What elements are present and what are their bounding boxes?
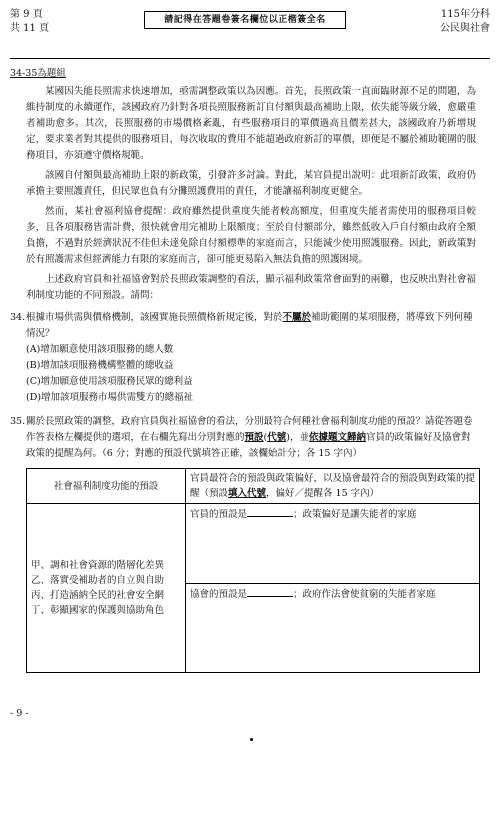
- page-count: [10, 8, 49, 36]
- q35-stem-emphasis-1: 預設: [244, 432, 264, 443]
- official-answer-cell[interactable]: 官員的預設是 ；政策偏好是讓失能者的家庭: [186, 504, 480, 584]
- bullet-dot: [250, 738, 253, 741]
- paragraph-3: 然而，某社會福利協會提醒：政府雖然提供重度失能者較高額度，但重度失能者需使用的服務項目較多，且各項服務皆需計費，很快就會用完補助上限額度；至於自付額部分，雖然低收入戶自付額由政府全額負擔，不過對於經濟狀況不佳但未達免除自付額標準的家庭而言，只能減少使用照護服務。因此，新政策對於有照護需求但經濟能力有限的家庭而言，卻可能更易陷入無法負擔的照護困境。: [26, 206, 476, 265]
- q35-stem-a: 關於長照政策的調整，政府官員與社福協會的看法，分別最符合何種社會福利制度功能的預設？請從答題卷作答表格左欄提供的選項，在右欄先寫出分別對應的: [26, 416, 473, 443]
- question-number: 34.: [10, 312, 26, 323]
- page-header: [10, 8, 490, 42]
- exam-subject: 公民與社會: [440, 23, 490, 34]
- options-cell: [27, 504, 186, 673]
- total-line: 共 11 頁: [10, 23, 50, 34]
- q35-stem-emphasis-2: 代號: [267, 432, 287, 443]
- header-emphasis: 填入代號: [228, 488, 267, 499]
- table-header-row: [27, 469, 480, 504]
- paragraph-1: 某國因失能長照需求快速增加，亟需調整政策以為因應。首先，長照政策一直面臨財源不足的問題，為維持制度的永續運作，該國政府乃針對各項長照服務新訂自付額與最高補助上限，依失能等級分級，愈嚴重者補助愈多。其次，長照服務的市場價格紊亂，有些服務項目的單價過高且價差甚大，該國政府乃新增規定，要求業者對其提供的服務項目，每次收取的費用不能超過政府新訂的單價，即便是不屬於補助範圍的服務項目，亦須遵守價格規範。: [26, 86, 476, 161]
- table-row: [27, 504, 480, 584]
- left-header-cell: 社會福利制度功能的預設: [27, 469, 186, 504]
- question-35: [10, 414, 476, 462]
- option-bing: 丙、打造涵納全民的社會安全網: [31, 590, 165, 601]
- option-b: (B)增加該項服務機構整體的總收益: [26, 360, 174, 371]
- association-answer-cell[interactable]: 協會的預設是 ；政府作法會使貧窮的失能者家庭: [186, 584, 480, 673]
- q34-stem-b: 補助範圍的某項服務，將導致下列何種情況？: [26, 312, 473, 339]
- question-34: [10, 310, 476, 406]
- option-d: (D)增加該項服務市場供需雙方的總福祉: [26, 392, 194, 403]
- option-ding: 丁、彰顯國家的保護與協助角色: [31, 605, 165, 616]
- group-title: 34-35為題組: [10, 68, 66, 79]
- page-number: - 9 -: [10, 708, 29, 719]
- q34-stem-emphasis: 不屬於: [282, 312, 312, 323]
- exam-year: 115年分科: [440, 9, 490, 20]
- header-rule: [10, 58, 490, 59]
- option-a: (A)增加願意使用該項服務的總人數: [26, 344, 174, 355]
- q35-stem-emphasis-3: 依據題文歸納: [308, 432, 366, 443]
- page-line: 第 9 頁: [10, 9, 43, 20]
- blank-line[interactable]: [247, 586, 293, 597]
- right-header-cell: 官員最符合的預設與政策偏好，以及協會最符合的預設與對政策的提醒（預設填入代號，偏好／提醒各 15 字內）: [186, 469, 480, 504]
- option-jia: 甲、調和社會資源的階層化差異: [31, 560, 165, 571]
- blank-line[interactable]: [247, 506, 293, 517]
- question-number: 35.: [10, 416, 26, 427]
- answer-table: [26, 468, 480, 673]
- q35-stem-c: )，並: [286, 432, 309, 443]
- q35-stem-b: (: [263, 432, 268, 443]
- option-c: (C)增加願意使用該項服務民眾的總利益: [26, 376, 193, 387]
- q35-stem-d: 官員的政策偏好及協會對政策的提醒為何。（6 分；對應的預設代號填答正確，該欄始計分；各 15 字內）: [26, 432, 471, 459]
- q34-stem-a: 根據市場供需與價格機制，該國實施長照價格新規定後，對於: [26, 312, 283, 323]
- exam-info: [440, 8, 490, 36]
- signature-notice: 請記得在答題卷簽名欄位以正楷簽全名: [144, 11, 346, 29]
- option-yi: 乙、落實受補助者的自立與自助: [31, 575, 165, 586]
- question-content: [10, 66, 476, 673]
- paragraph-2: 該國自付額與最高補助上限的新政策，引發許多討論。對此，某官員提出說明：此項新訂政策，政府仍承擔主要照護責任，但民眾也負有分攤照護費用的責任，才能讓福利制度更健全。: [26, 170, 476, 197]
- paragraph-4: 上述政府官員和社福協會對於長照政策調整的看法，顯示福利政策常會面對的兩難，也反映出對社會福利制度功能的不同預設。請問：: [26, 274, 476, 301]
